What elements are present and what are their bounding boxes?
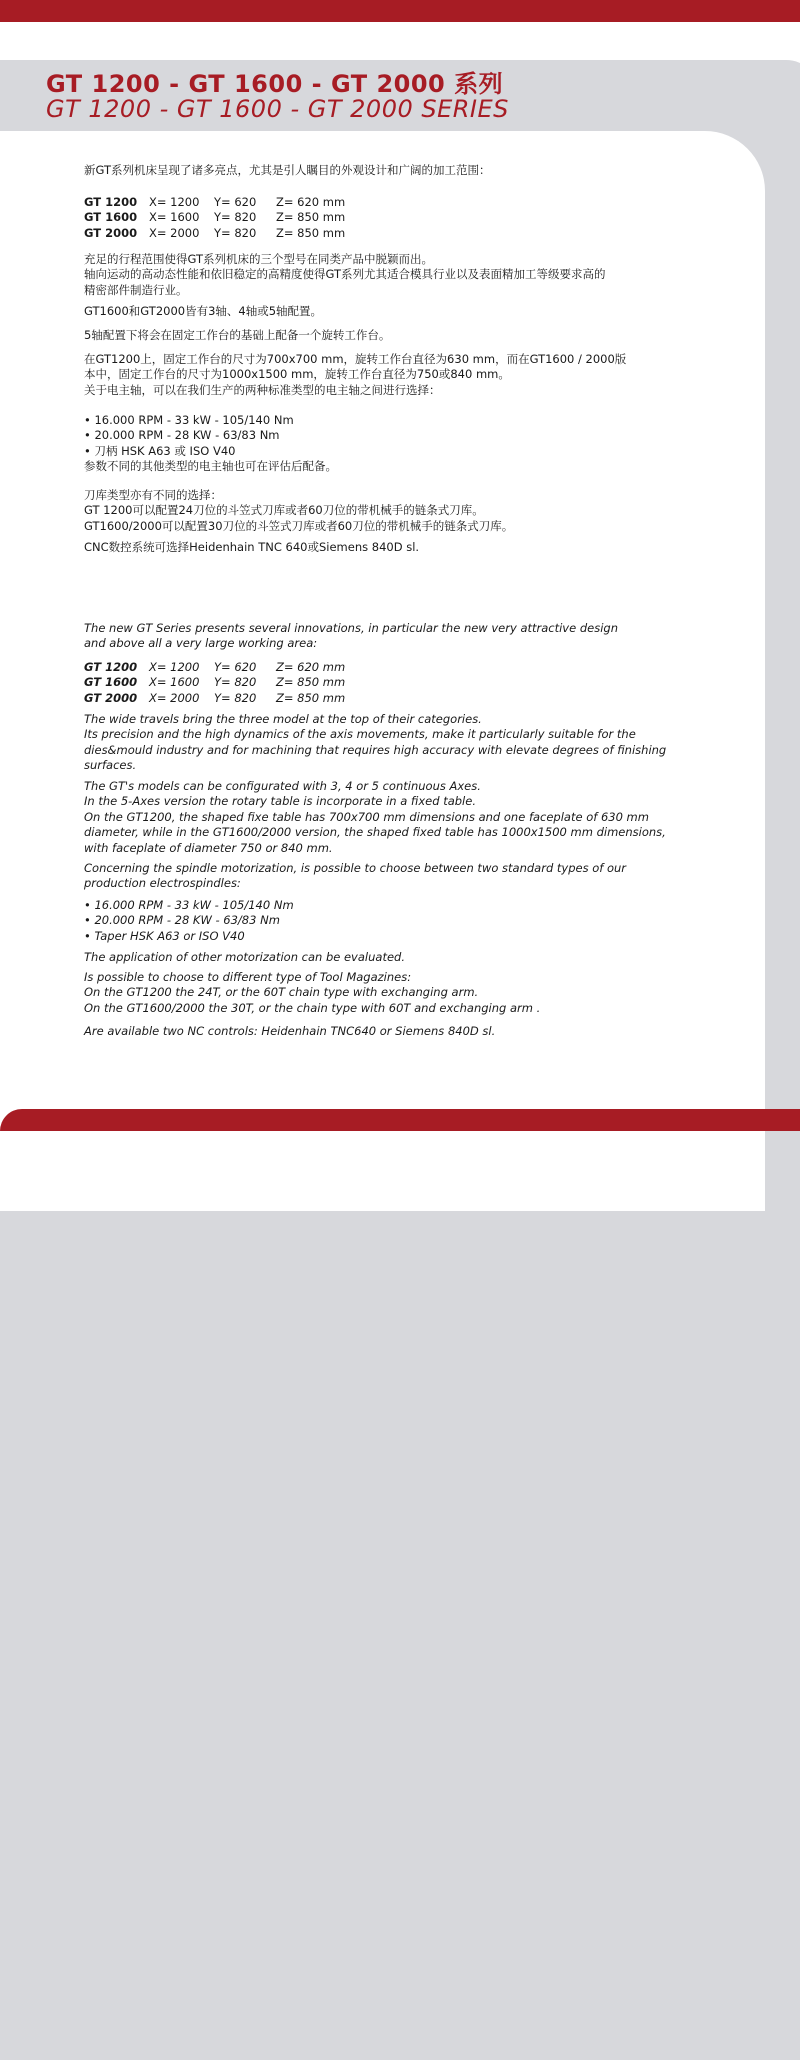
spec-row: GT 2000 X= 2000 Y= 820 Z= 850 mm bbox=[84, 690, 346, 705]
cn-spec-table bbox=[84, 195, 724, 241]
en-magazine: Is possible to choose to different type of Tool Magazines: On the GT1200 the 24T, or the 60T chain type with exchanging arm. On the GT1600/2000 the 30T, or the chain type with 60T and exchanging arm . bbox=[84, 970, 541, 1015]
cn-spindle-list: • 16.000 RPM - 33 kW - 105/140 Nm • 20.000 RPM - 28 KW - 63/83 Nm • 刀柄 HSK A63 或 ISO V40 参数不同的其他类型的电主轴也可在评估后配备。 bbox=[84, 413, 337, 474]
spec-row: GT 1600 X= 1600 Y= 820 Z= 850 mm bbox=[84, 210, 346, 225]
en-intro: The new GT Series presents several innovations, in particular the new very attractive design and above all a very large working area: bbox=[84, 621, 618, 651]
cn-table: 在GT1200上，固定工作台的尺寸为700x700 mm，旋转工作台直径为630 mm，而在GT1600 / 2000版 本中，固定工作台的尺寸为1000x1500 mm，旋转工作台直径为750或840 mm。 关于电主轴，可以在我们生产的两种标准类型的电主轴之间进行选择： bbox=[84, 352, 627, 397]
spec-row: GT 1200 X= 1200 Y= 620 Z= 620 mm bbox=[84, 195, 346, 209]
cn-axes: GT1600和GT2000皆有3轴、4轴或5轴配置。 bbox=[84, 304, 323, 318]
cn-intro: 新GT系列机床呈现了诸多亮点，尤其是引人瞩目的外观设计和广阔的加工范围： bbox=[84, 163, 491, 177]
en-axes: The GT's models can be configurated with 3, 4 or 5 continuous Axes. In the 5-Axes version the rotary table is incorporate in a fixed table. On the GT1200, the shaped fixe table has 700x700 mm dimensions and one faceplate of 630 mm diameter, while in the GT1600/2000 version, the shaped fixed table has 1000x1500 mm dimensions, with faceplate of diameter 750 or 840 mm. bbox=[84, 779, 666, 855]
cn-travels: 充足的行程范围使得GT系列机床的三个型号在同类产品中脱颖而出。 轴向运动的高动态性能和依旧稳定的高精度使得GT系列尤其适合模具行业以及表面精加工等级要求高的 精密部件制造行业。 bbox=[84, 252, 606, 297]
cn-magazine: 刀库类型亦有不同的选择： GT 1200可以配置24刀位的斗笠式刀库或者60刀位的带机械手的链条式刀库。 GT1600/2000可以配置30刀位的斗笠式刀库或者60刀位的带机械手的链条式刀库。 bbox=[84, 488, 514, 533]
spec-row: GT 1600 X= 1600 Y= 820 Z= 850 mm bbox=[84, 675, 346, 690]
bottom-bar bbox=[0, 1109, 800, 1131]
en-spindle-list: • 16.000 RPM - 33 kW - 105/140 Nm • 20.000 RPM - 28 KW - 63/83 Nm • Taper HSK A63 or ISO V40 bbox=[84, 898, 294, 943]
spec-row: GT 1200 X= 1200 Y= 620 Z= 620 mm bbox=[84, 660, 346, 674]
cn-rotary: 5轴配置下将会在固定工作台的基础上配备一个旋转工作台。 bbox=[84, 328, 391, 342]
en-travels: The wide travels bring the three model at the top of their categories. Its precision and the high dynamics of the axis movements, make it particularly suitable for the dies&mould industry and for machining that requires high accuracy with elevate degrees of finishing surfaces. bbox=[84, 712, 667, 773]
en-cnc: Are available two NC controls: Heidenhain TNC640 or Siemens 840D sl. bbox=[84, 1024, 496, 1038]
en-spec-table bbox=[84, 660, 724, 706]
cn-cnc: CNC数控系统可选择Heidenhain TNC 640或Siemens 840D sl. bbox=[84, 540, 420, 554]
page-title-cn: GT 1200 - GT 1600 - GT 2000 系列 bbox=[46, 70, 504, 98]
en-spindle-intro: Concerning the spindle motorization, is possible to choose between two standard types of our production electrospindles: bbox=[84, 861, 627, 891]
en-spindle-other: The application of other motorization can be evaluated. bbox=[84, 950, 405, 964]
top-bar bbox=[0, 0, 800, 22]
page-title-en: GT 1200 - GT 1600 - GT 2000 SERIES bbox=[46, 95, 509, 123]
spec-row: GT 2000 X= 2000 Y= 820 Z= 850 mm bbox=[84, 225, 346, 240]
